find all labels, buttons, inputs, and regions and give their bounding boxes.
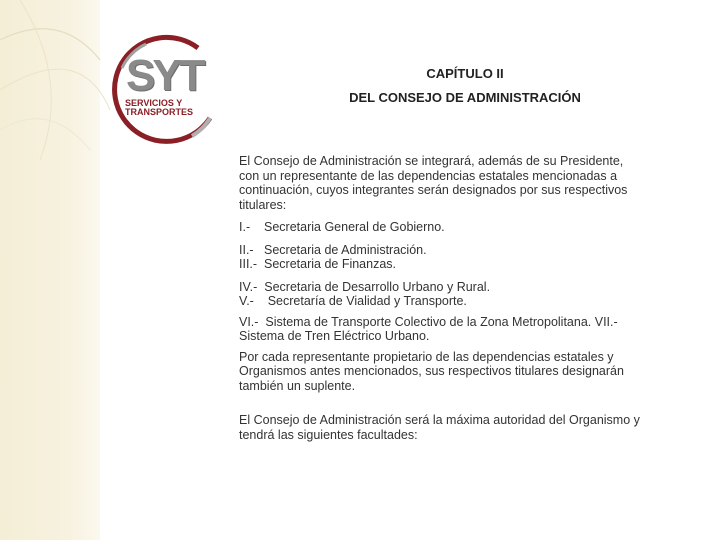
logo-subtitle-line: SERVICIOS Y — [125, 98, 183, 108]
list-item: III.- Secretaria de Finanzas. — [239, 257, 397, 271]
text-line: Organismos antes mencionados, sus respectivos titulares designarán — [239, 364, 624, 378]
text-line: continuación, cuyos integrantes serán designados por sus respectivos — [239, 183, 628, 197]
list-item: II.- Secretaria de Administración. — [239, 242, 427, 257]
text-line: tendrá las siguientes facultades: — [239, 427, 418, 442]
list-group — [239, 280, 691, 309]
list-item: V.- Secretaría de Vialidad y Transporte. — [239, 294, 467, 308]
text-line: El Consejo de Administración será la máxima autoridad del Organismo y — [239, 413, 640, 427]
text-line: con un representante de las dependencias estatales mencionadas a — [239, 168, 618, 183]
list-group — [239, 220, 691, 235]
logo-mark: SYT — [126, 51, 203, 100]
intro-paragraph — [239, 154, 691, 212]
document-body — [239, 154, 691, 448]
list-item: Sistema de Tren Eléctrico Urbano. — [239, 329, 430, 343]
logo-subtitle — [125, 99, 215, 117]
suplentes-paragraph — [239, 350, 691, 394]
list-item: VI.- Sistema de Transporte Colectivo de la Zona Metropolitana. VII.- — [239, 314, 618, 329]
text-line: El Consejo de Administración se integrará, además de su Presidente, — [239, 154, 624, 168]
list-group — [239, 315, 691, 344]
logo-subtitle-line: TRANSPORTES — [125, 107, 194, 117]
text-line: también un suplente. — [239, 378, 356, 393]
text-line: Por cada representante propietario de las dependencias estatales y — [239, 349, 614, 364]
list-item: IV.- Secretaria de Desarrollo Urbano y Rural. — [239, 279, 491, 294]
facultades-paragraph — [239, 413, 691, 442]
section-title: DEL CONSEJO DE ADMINISTRACIÓN — [349, 90, 581, 105]
chapter-heading: CAPÍTULO II — [426, 66, 504, 81]
text-line: titulares: — [239, 197, 287, 212]
list-item: I.- Secretaria General de Gobierno. — [239, 220, 445, 234]
list-group — [239, 243, 691, 272]
